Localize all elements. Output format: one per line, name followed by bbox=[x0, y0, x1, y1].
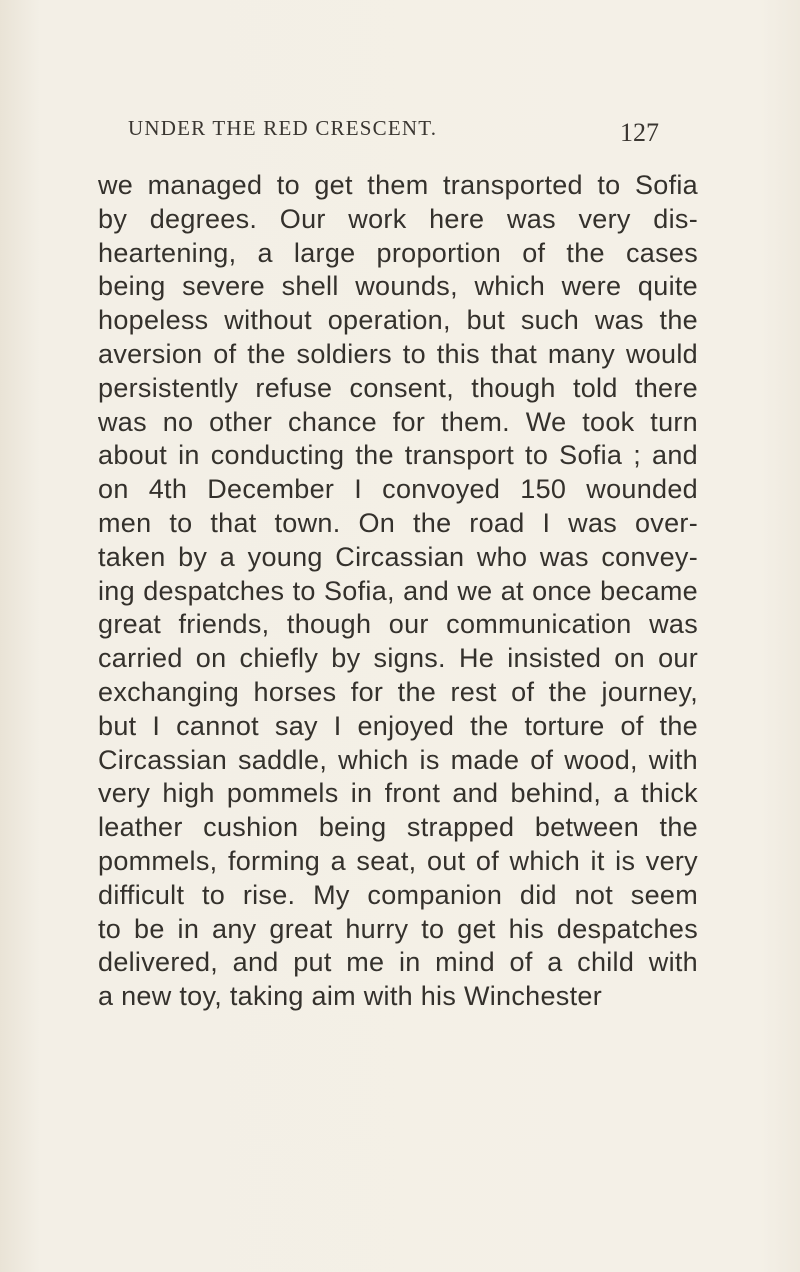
text-line: great friends, though our communication was bbox=[98, 609, 698, 640]
text-line: about in conducting the transport to Sofia ; and bbox=[98, 440, 698, 471]
text-line: men to that town. On the road I was over- bbox=[98, 507, 698, 538]
text-line: delivered, and put me in mind of a child with bbox=[98, 947, 698, 978]
text-line: hopeless without operation, but such was the bbox=[98, 305, 698, 336]
running-head: UNDER THE RED CRESCENT. bbox=[128, 116, 438, 140]
text-line: taken by a young Circassian who was convey- bbox=[98, 541, 698, 572]
text-line: persistently refuse consent, though told there bbox=[98, 372, 698, 403]
text-line: ing despatches to Sofia, and we at once became bbox=[98, 575, 698, 606]
text-line: leather cushion being strapped between the bbox=[98, 812, 698, 843]
text-line: but I cannot say I enjoyed the torture of the bbox=[98, 710, 698, 741]
text-line: aversion of the soldiers to this that many would bbox=[98, 338, 698, 369]
text-line: a new toy, taking aim with his Winchester bbox=[98, 981, 602, 1012]
text-line: pommels, forming a seat, out of which it is very bbox=[98, 845, 698, 876]
text-line: carried on chiefly by signs. He insisted on our bbox=[98, 643, 698, 674]
text-line: on 4th December I convoyed 150 wounded bbox=[98, 474, 698, 505]
body-text bbox=[98, 169, 698, 1014]
text-line: was no other chance for them. We took turn bbox=[98, 406, 698, 437]
page-header bbox=[0, 116, 800, 156]
text-line: by degrees. Our work here was very dis- bbox=[98, 203, 698, 234]
text-line: heartening, a large proportion of the cases bbox=[98, 237, 698, 268]
text-line: to be in any great hurry to get his despatches bbox=[98, 913, 698, 944]
text-line: difficult to rise. My companion did not seem bbox=[98, 879, 698, 910]
text-line: Circassian saddle, which is made of wood, with bbox=[98, 744, 698, 775]
text-line: exchanging horses for the rest of the journey, bbox=[98, 676, 698, 707]
text-line: we managed to get them transported to Sofia bbox=[98, 170, 698, 200]
page-number: 127 bbox=[620, 118, 659, 147]
text-line: being severe shell wounds, which were quite bbox=[98, 271, 698, 302]
text-line: very high pommels in front and behind, a thick bbox=[98, 778, 698, 809]
